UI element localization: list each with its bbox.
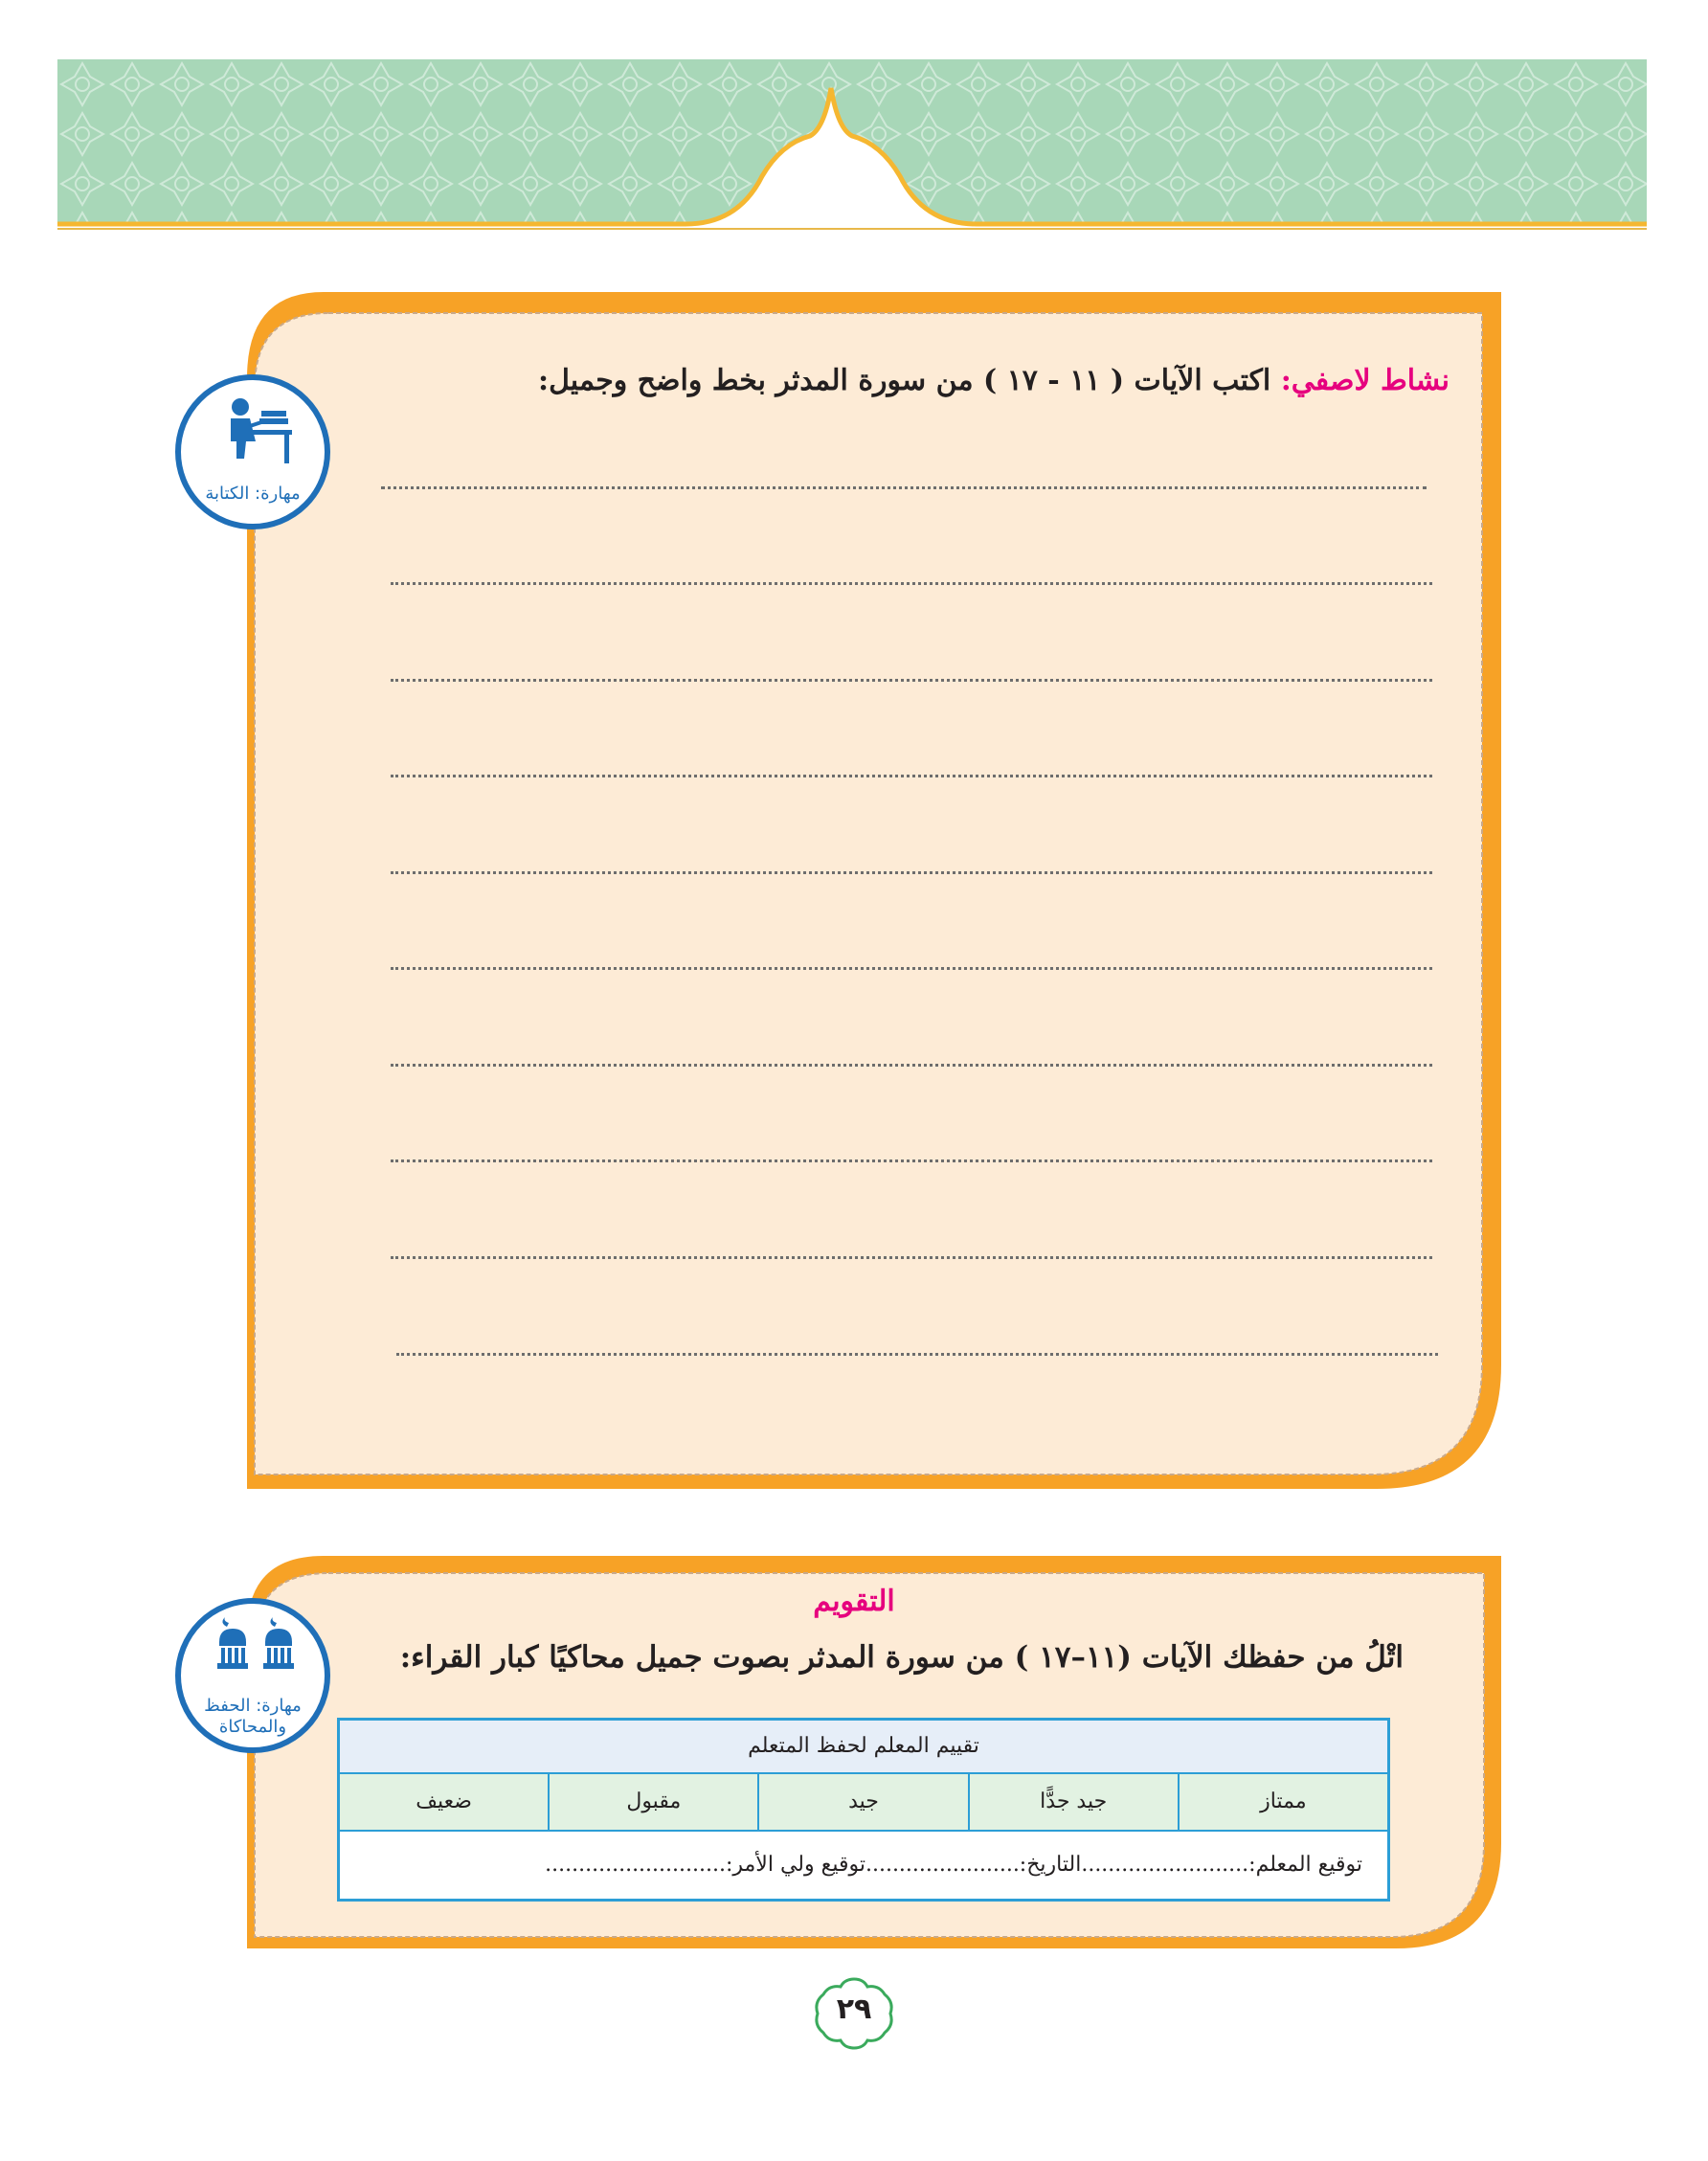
writing-line [391, 582, 1432, 585]
grading-ratings-row [340, 1774, 1387, 1832]
activity-title [538, 364, 1450, 397]
memorization-skill-label-line2: والمحاكاة [218, 1717, 287, 1737]
grading-table [337, 1718, 1390, 1902]
memorization-skill-badge [175, 1598, 330, 1753]
writing-line [391, 679, 1432, 682]
header-decorative-band [57, 59, 1647, 230]
activity-instruction: اكتب الآيات ( ١١ - ١٧ ) من سورة المدثر بخط واضح وجميل: [538, 364, 1271, 397]
grading-table-header: تقييم المعلم لحفظ المتعلم [340, 1721, 1387, 1774]
writing-line [391, 1064, 1432, 1067]
mosque-icon [215, 1617, 296, 1684]
writing-line [381, 486, 1427, 489]
rating-cell[interactable]: ممتاز [1178, 1774, 1387, 1830]
writing-line [391, 1256, 1432, 1259]
writing-line [396, 1353, 1438, 1356]
writing-line [391, 1159, 1432, 1162]
activity-card [247, 292, 1501, 1494]
evaluation-heading: التقويم [813, 1585, 895, 1618]
writing-line [391, 871, 1432, 874]
activity-lead: نشاط لاصفي: [1280, 364, 1450, 397]
rating-cell[interactable]: جيد [757, 1774, 967, 1830]
page-number-text: ٢٩ [836, 1992, 872, 2026]
writing-skill-label: مهارة: الكتابة [205, 484, 301, 504]
student-writing-icon [217, 397, 294, 474]
writing-line [391, 775, 1432, 777]
rating-cell[interactable]: ضعيف [416, 1790, 472, 1813]
signature-row: توقيع المعلم:.........................التاريخ:.......................توقيع ولي الأمر:........................... [340, 1832, 1387, 1899]
memorization-skill-label-line1: مهارة: الحفظ [204, 1696, 302, 1716]
evaluation-instruction: اتْلُ من حفظك الآيات (١١–١٧ ) من سورة المدثر بصوت جميل محاكيًا كبار القراء: [399, 1640, 1404, 1675]
rating-cell[interactable]: مقبول [548, 1774, 757, 1830]
writing-skill-badge [175, 374, 330, 529]
page-number [812, 1975, 896, 2052]
writing-line [391, 967, 1432, 970]
memorization-skill-label [181, 1696, 325, 1738]
rating-cell[interactable]: جيد جدًّا [968, 1774, 1178, 1830]
